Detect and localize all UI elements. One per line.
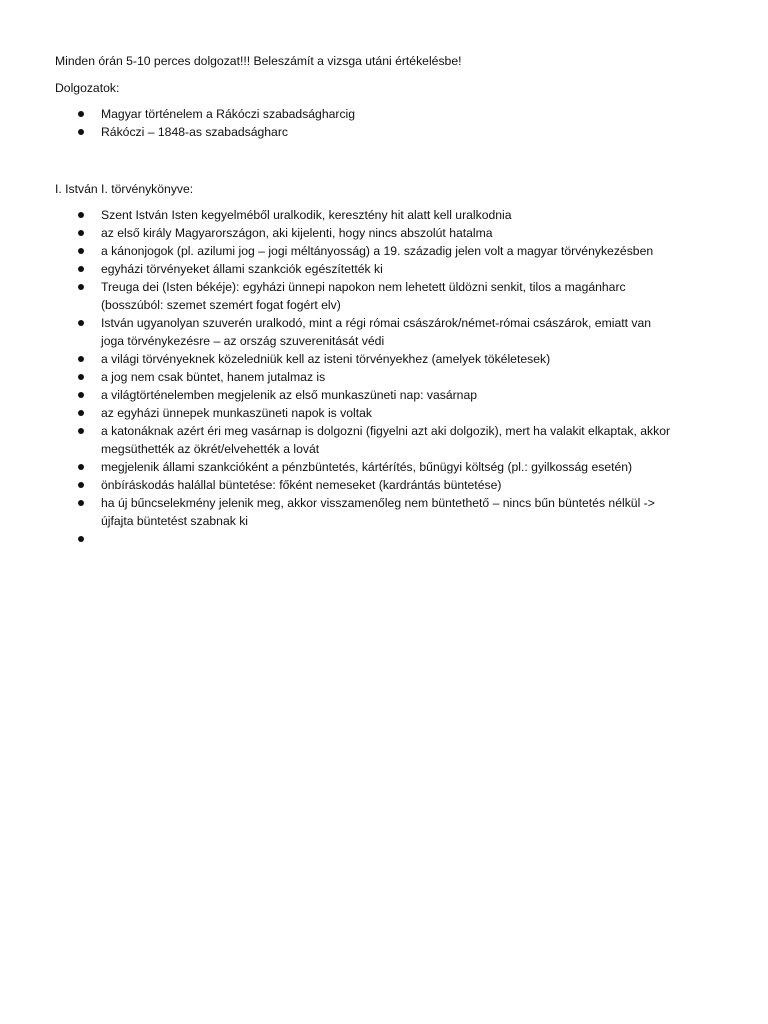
list-item-text: önbíráskodás halállal büntetése: főként nemeseket (kardrántás büntetése): [101, 478, 502, 492]
torvenykonyv-list: [55, 206, 715, 548]
bullet-icon: [78, 500, 84, 506]
list-item-text-continued: joga törvénykezésre – az ország szuverenitását védi: [101, 334, 385, 348]
list-item: [55, 350, 715, 368]
list-item-text: a világtörténelemben megjelenik az első munkaszüneti nap: vasárnap: [101, 388, 478, 402]
list-item-text: ha új bűncselekmény jelenik meg, akkor visszamenőleg nem büntethető – nincs bűn büntetés nélkül ->: [101, 496, 655, 510]
bullet-icon: [78, 111, 84, 117]
bullet-icon: [78, 374, 84, 380]
section-heading: I. István I. törvénykönyve:: [55, 182, 194, 196]
list-item: [55, 260, 715, 278]
list-item-text-continued: újfajta büntetést szabnak ki: [101, 514, 249, 528]
list-item: [55, 476, 715, 494]
bullet-icon: [78, 230, 84, 236]
dolgozatok-heading: Dolgozatok:: [55, 81, 120, 95]
intro-text: Minden órán 5-10 perces dolgozat!!! Beleszámít a vizsga utáni értékelésbe!: [55, 54, 462, 68]
list-item: [55, 105, 715, 123]
list-item: [55, 123, 715, 141]
list-item-text: a világi törvényeknek közeledniük kell az isteni törvényekhez (amelyek tökéletesek): [101, 352, 551, 366]
list-item-text: egyházi törvényeket állami szankciók egészítették ki: [101, 262, 383, 276]
list-item-text: a katonáknak azért éri meg vasárnap is dolgozni (figyelni azt aki dolgozik), mert ha valakit elkaptak, akkor: [101, 424, 671, 438]
list-item-text: István ugyanolyan szuverén uralkodó, mint a régi római császárok/német-római császárok, emiatt van: [101, 316, 652, 330]
list-item: [55, 206, 715, 224]
list-item: [55, 386, 715, 404]
bullet-icon: [78, 428, 84, 434]
bullet-icon: [78, 464, 84, 470]
list-item-text-continued: megsüthették az ökrét/elvehették a lovát: [101, 442, 320, 456]
list-item-text: Szent István Isten kegyelméből uralkodik, keresztény hit alatt kell uralkodnia: [101, 208, 512, 222]
list-item: [55, 278, 715, 314]
list-item: [55, 314, 715, 350]
list-item-text: megjelenik állami szankcióként a pénzbüntetés, kártérítés, bűnügyi költség (pl.: gyilkosság esetén): [101, 460, 633, 474]
bullet-icon: [78, 129, 84, 135]
list-item-text: Magyar történelem a Rákóczi szabadságharcig: [101, 107, 356, 121]
bullet-icon: [78, 410, 84, 416]
list-item-empty: [55, 530, 715, 548]
list-item-text: az egyházi ünnepek munkaszüneti napok is voltak: [101, 406, 372, 420]
list-item: [55, 242, 715, 260]
list-item-text: Treuga dei (Isten békéje): egyházi ünnepi napokon nem lehetett üldözni senkit, tilos a magánharc: [101, 280, 626, 294]
list-item-text: a kánonjogok (pl. azilumi jog – jogi méltányosság) a 19. századig jelen volt a magyar törvénykezésben: [101, 244, 654, 258]
bullet-icon: [78, 320, 84, 326]
list-item: [55, 224, 715, 242]
bullet-icon: [78, 392, 84, 398]
list-item: [55, 458, 715, 476]
bullet-icon: [78, 284, 84, 290]
bullet-icon: [78, 248, 84, 254]
list-item-text: az első király Magyarországon, aki kijelenti, hogy nincs abszolút hatalma: [101, 226, 493, 240]
list-item-text: Rákóczi – 1848-as szabadságharc: [101, 125, 288, 139]
bullet-icon: [78, 482, 84, 488]
bullet-icon: [78, 212, 84, 218]
list-item-text: a jog nem csak büntet, hanem jutalmaz is: [101, 370, 326, 384]
list-item: [55, 494, 715, 530]
list-item: [55, 404, 715, 422]
bullet-icon: [78, 356, 84, 362]
bullet-icon: [78, 266, 84, 272]
list-item: [55, 368, 715, 386]
list-item: [55, 422, 715, 458]
list-item-text-continued: (bosszúból: szemet szemért fogat fogért elv): [101, 298, 341, 312]
bullet-icon: [78, 536, 84, 542]
dolgozatok-list: [55, 105, 715, 141]
